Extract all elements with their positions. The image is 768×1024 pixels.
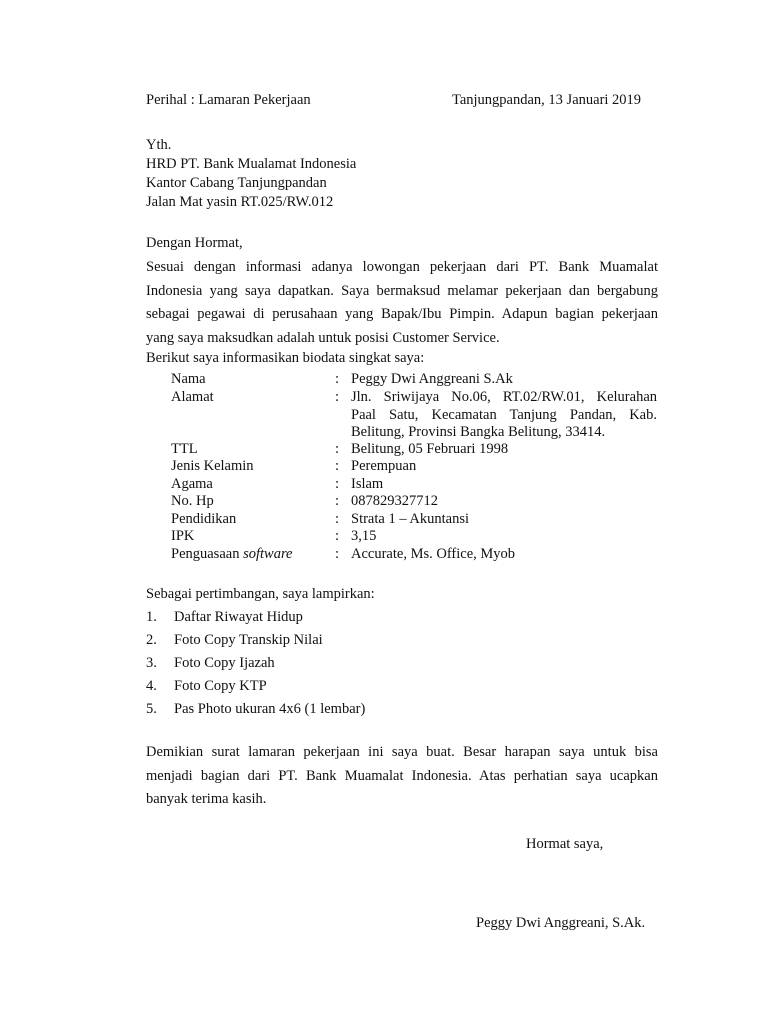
list-item: Daftar Riwayat Hidup: [174, 609, 303, 625]
place-date: Tanjungpandan, 13 Januari 2019: [452, 92, 642, 108]
recipient-line: HRD PT. Bank Mualamat Indonesia: [146, 156, 357, 172]
bio-colon: :: [335, 511, 340, 527]
paragraph-line: yang saya maksudkan adalah untuk posisi Customer Service.: [146, 329, 500, 346]
list-item: Foto Copy KTP: [174, 678, 267, 694]
list-item: Pas Photo ukuran 4x6 (1 lembar): [174, 701, 366, 717]
bio-label-agama: Agama: [171, 476, 213, 492]
address-line: Belitung, Provinsi Bangka Belitung, 33414.: [351, 424, 606, 440]
bio-label-ttl: TTL: [171, 441, 198, 457]
bio-value-ipk: 3,15: [351, 528, 377, 544]
recipient-line: Kantor Cabang Tanjungpandan: [146, 175, 327, 191]
bio-value-alamat: [351, 389, 657, 442]
bio-colon: :: [335, 441, 340, 457]
bio-label-nama: Nama: [171, 371, 206, 387]
attachments-intro: Sebagai pertimbangan, saya lampirkan:: [146, 586, 375, 602]
opening-salutation: Dengan Hormat,: [146, 235, 243, 251]
address-line: Paal Satu, Kecamatan Tanjung Pandan, Kab.: [351, 406, 657, 423]
bio-colon: :: [335, 458, 340, 474]
bio-value-ttl: Belitung, 05 Februari 1998: [351, 441, 509, 457]
paragraph-line: Demikian surat lamaran pekerjaan ini saya buat. Besar harapan saya untuk bisa: [146, 744, 658, 760]
bio-label-software: [171, 546, 293, 563]
bio-label-software-prefix: Penguasaan: [171, 546, 244, 562]
bio-colon: :: [335, 528, 340, 544]
bio-value-agama: Islam: [351, 476, 384, 492]
list-item: Foto Copy Ijazah: [174, 655, 275, 671]
subject-line: Perihal : Lamaran Pekerjaan: [146, 92, 311, 108]
bio-label-ipk: IPK: [171, 528, 195, 544]
address-line: Jln. Sriwijaya No.06, RT.02/RW.01, Kelurahan: [351, 389, 657, 405]
bio-colon: :: [335, 389, 340, 405]
paragraph-line: menjadi bagian dari PT. Bank Muamalat Indonesia. Atas perhatian saya ucapkan: [146, 767, 658, 784]
bio-value-no-hp: 087829327712: [351, 493, 438, 509]
bio-label-software-italic: software: [243, 546, 293, 562]
bio-colon: :: [335, 493, 340, 509]
bio-label-no-hp: No. Hp: [171, 493, 214, 509]
bio-label-jenis-kelamin: Jenis Kelamin: [171, 458, 254, 474]
intro-paragraph: [146, 256, 658, 350]
bio-value-jenis-kelamin: Perempuan: [351, 458, 417, 474]
bio-label-pendidikan: Pendidikan: [171, 511, 237, 527]
list-item-number: 4.: [146, 678, 157, 694]
paragraph-line: sebagai pegawai di perusahaan yang Bapak/Ibu Pimpin. Adapun bagian pekerjaan: [146, 306, 658, 322]
bio-colon: :: [335, 476, 340, 492]
list-item-number: 3.: [146, 655, 157, 671]
list-item: Foto Copy Transkip Nilai: [174, 632, 323, 648]
bio-value-nama: Peggy Dwi Anggreani S.Ak: [351, 371, 513, 387]
list-item-number: 5.: [146, 701, 157, 717]
bio-colon: :: [335, 546, 340, 562]
biodata-intro: Berikut saya informasikan biodata singkat saya:: [146, 350, 425, 366]
bio-colon: :: [335, 371, 340, 387]
bio-value-pendidikan: Strata 1 – Akuntansi: [351, 511, 470, 527]
paragraph-line: Sesuai dengan informasi adanya lowongan pekerjaan dari PT. Bank Muamalat: [146, 259, 658, 275]
signature-name: Peggy Dwi Anggreani, S.Ak.: [476, 915, 646, 931]
recipient-line: Jalan Mat yasin RT.025/RW.012: [146, 194, 334, 210]
recipient-greeting: Yth.: [146, 137, 172, 153]
paragraph-line: banyak terima kasih.: [146, 791, 267, 807]
bio-value-software: Accurate, Ms. Office, Myob: [351, 546, 516, 562]
bio-label-alamat: Alamat: [171, 389, 214, 405]
list-item-number: 1.: [146, 609, 157, 625]
list-item-number: 2.: [146, 632, 157, 648]
paragraph-line: Indonesia yang saya dapatkan. Saya bermaksud melamar pekerjaan dan bergabung: [146, 282, 658, 299]
closing-paragraph: [146, 741, 658, 812]
signature-salutation: Hormat saya,: [526, 836, 604, 852]
